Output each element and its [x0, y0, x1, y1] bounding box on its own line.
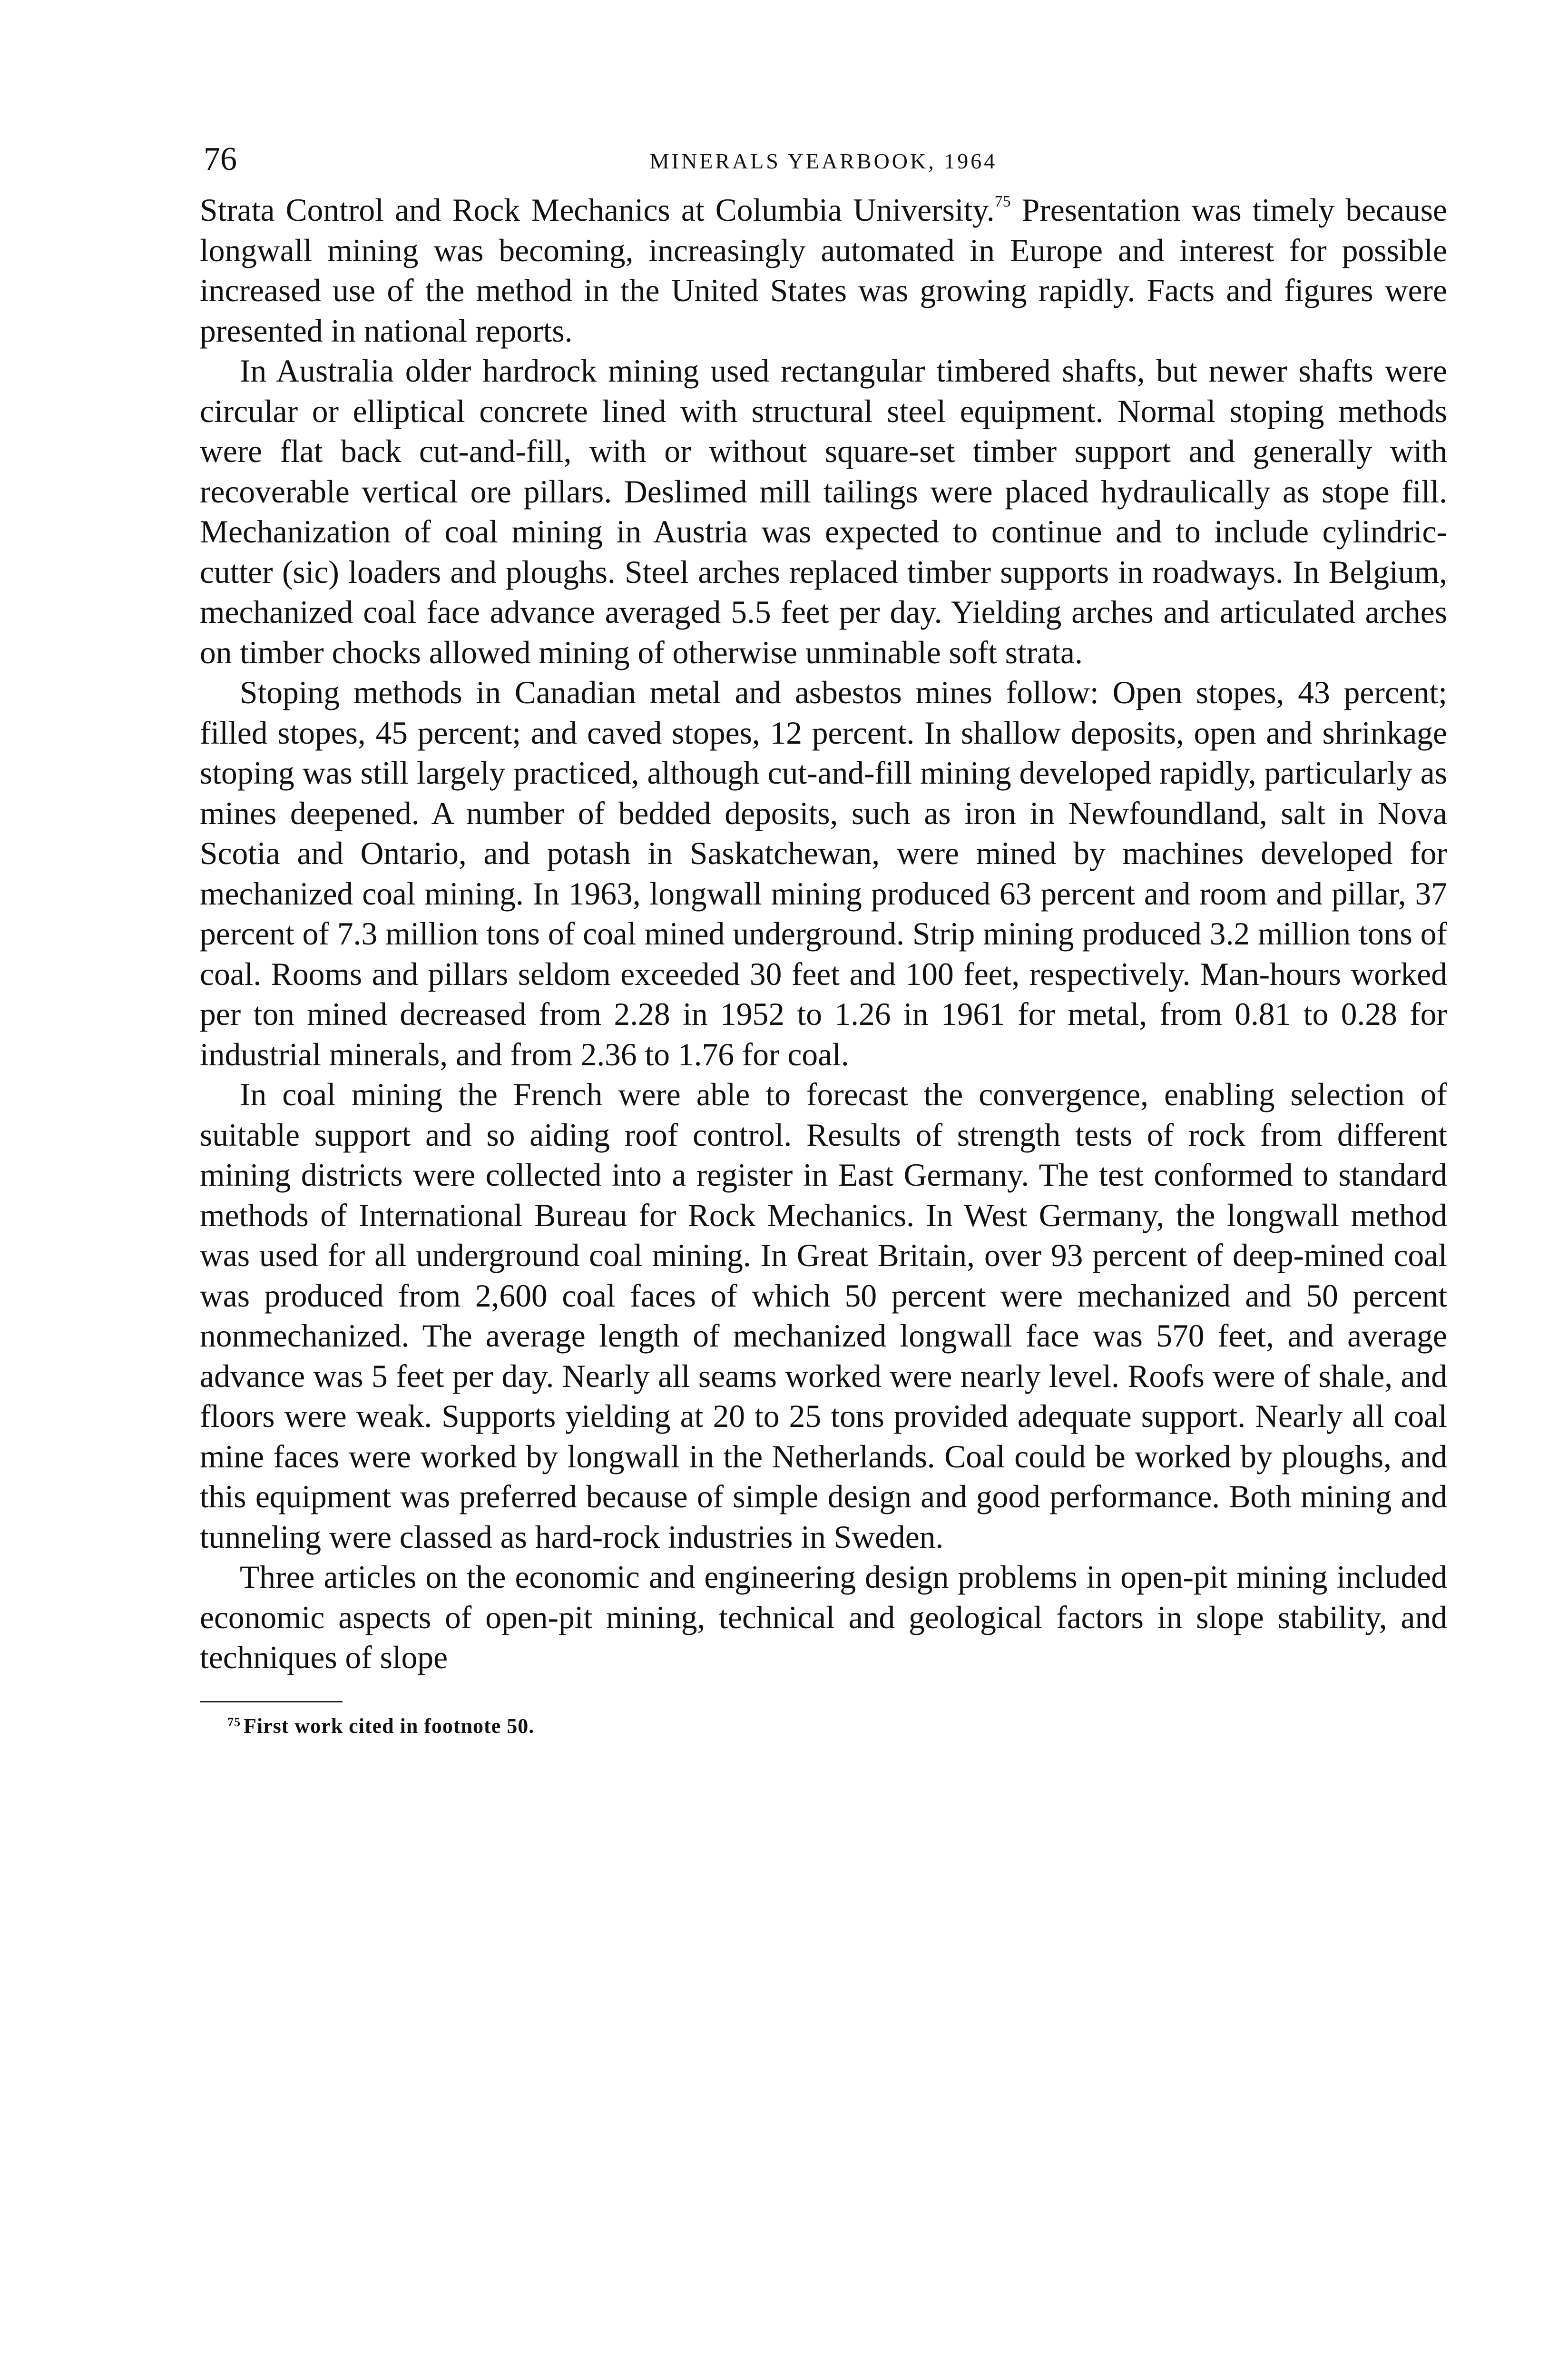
paragraph-1-rest: Presentation was timely because longwall mining was becoming, increasingly automated in Europe and interest for possible increased use of the method in the United States was growing rapidly. Facts and figures were presented in national reports. [200, 192, 1448, 349]
body-text [200, 190, 1447, 1678]
paragraph-australia: In Australia older hardrock mining used rectangular timbered shafts, but newer shafts were circular or elliptical concrete lined with structural steel equipment. Normal stoping methods were flat back cut-and-fill, with or without square-set timber support and generally with recoverable vertical ore pillars. Deslimed mill tailings were placed hydraulically as stope fill. Mechanization of coal mining in Austria was expected to continue and to include cylindric-cutter (sic) loaders and ploughs. Steel arches replaced timber supports in roadways. In Belgium, mechanized coal face advance averaged 5.5 feet per day. Yielding arches and articulated arches on timber chocks allowed mining of otherwise unminable soft strata. [200, 353, 1447, 670]
footnote-text: First work cited in footnote 50. [244, 1714, 535, 1738]
paragraph-europe: In coal mining the French were able to forecast the convergence, enabling selection of suitable support and so aiding roof control. Results of strength tests of rock from different mining districts were collected into a register in East Germany. The test conformed to standard methods of International Bureau for Rock Mechanics. In West Germany, the longwall method was used for all underground coal mining. In Great Britain, over 93 percent of deep-mined coal was produced from 2,600 coal faces of which 50 percent were mechanized and 50 percent nonmechanized. The average length of mechanized longwall face was 570 feet, and average advance was 5 feet per day. Nearly all seams worked were nearly level. Roofs were of shale, and floors were weak. Supports yielding at 20 to 25 tons provided adequate support. Nearly all coal mine faces were worked by longwall in the Netherlands. Coal could be worked by ploughs, and this equipment was preferred because of simple design and good performance. Both mining and tunneling were classed as hard-rock industries in Sweden. [200, 1077, 1447, 1555]
footnote-marker: 75 [227, 1715, 241, 1729]
footnote [200, 1712, 1447, 1740]
footnote-divider [200, 1701, 343, 1702]
running-title: MINERALS YEARBOOK, 1964 [649, 149, 998, 173]
document-page [200, 138, 1447, 1740]
paragraph-canada: Stoping methods in Canadian metal and asbestos mines follow: Open stopes, 43 percent; filled stopes, 45 percent; and caved stopes, 12 percent. In shallow deposits, open and shrinkage stoping was still largely practiced, although cut-and-fill mining developed rapidly, particularly as mines deepened. A number of bedded deposits, such as iron in Newfoundland, salt in Nova Scotia and Ontario, and potash in Saskatchewan, were mined by machines developed for mechanized coal mining. In 1963, longwall mining produced 63 percent and room and pillar, 37 percent of 7.3 million tons of coal mined underground. Strip mining produced 3.2 million tons of coal. Rooms and pillars seldom exceeded 30 feet and 100 feet, respectively. Man-hours worked per ton mined decreased from 2.28 in 1952 to 1.26 in 1961 for metal, from 0.81 to 0.28 for industrial minerals, and from 2.36 to 1.76 for coal. [200, 675, 1447, 1072]
page-number: 76 [204, 141, 237, 177]
page-header [200, 138, 1447, 190]
paragraph-open-pit: Three articles on the economic and engineering design problems in open-pit mining included economic aspects of open-pit mining, technical and geological factors in slope stability, and techniques of slope [200, 1559, 1447, 1675]
footnote-reference[interactable]: 75 [994, 193, 1011, 210]
paragraph-1 [200, 190, 1447, 351]
paragraph-1-start: Strata Control and Rock Mechanics at Columbia University. [200, 192, 995, 228]
